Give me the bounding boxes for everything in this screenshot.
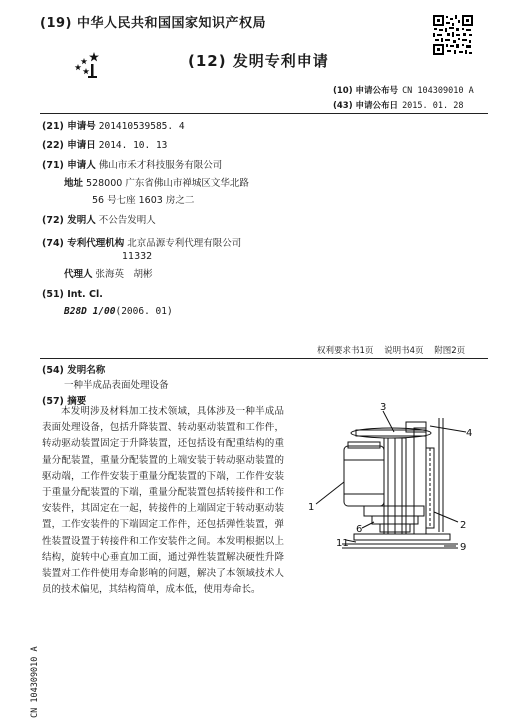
figure-label-1: 1 bbox=[308, 502, 315, 513]
office-name: (19) 中华人民共和国国家知识产权局 bbox=[40, 16, 266, 31]
publication-date bbox=[333, 99, 463, 111]
description-pages: 说明书4页 bbox=[384, 346, 424, 356]
address-line-1: 528000 广东省佛山市禅城区文华北路 bbox=[86, 178, 249, 189]
address-label: 地址 bbox=[64, 178, 84, 189]
agent-label: 代理人 bbox=[64, 269, 93, 280]
qr-code-icon bbox=[432, 14, 474, 56]
publication-date-label: (43) 申请公布日 bbox=[333, 101, 399, 111]
invention-title-label bbox=[42, 362, 105, 376]
inventor bbox=[42, 212, 156, 226]
cnipa-emblem-icon bbox=[72, 50, 104, 80]
int-cl-heading: (51) Int. Cl. bbox=[42, 289, 103, 300]
biblio-divider bbox=[40, 358, 488, 359]
header-divider bbox=[40, 113, 488, 114]
invention-title: 一种半成品表面处理设备 bbox=[64, 380, 169, 391]
figure-label-6: 6 bbox=[356, 524, 363, 535]
applicant-label: (71) 申请人 bbox=[42, 160, 96, 171]
figure-label-2: 2 bbox=[460, 520, 467, 531]
figure-label-11: 11 bbox=[336, 538, 349, 549]
application-date bbox=[42, 137, 167, 151]
page-count-summary bbox=[317, 344, 473, 356]
application-date-label: (22) 申请日 bbox=[42, 140, 96, 151]
figure-label-3: 3 bbox=[380, 402, 387, 413]
int-cl-label bbox=[42, 289, 103, 300]
patent-agency-code: 11332 bbox=[122, 251, 153, 262]
agent-value: 张海英 胡彬 bbox=[95, 269, 153, 280]
agent bbox=[64, 266, 153, 280]
abstract-text: 本发明涉及材料加工技术领域，具体涉及一种半成品表面处理设备，包括升降装置、转动驱动装置和工作件，转动驱动装置固定于升降装置，还包括设有配重结构的重量分配装置，重量分配装置的上端安装于转动驱动装置的驱动端，工作件安装于重量分配装置的下端，工作件安装于重量分配装置的下端，重量分配装置包括转接件和工作安装件，其固定在一起，转接件的上端固定于转动驱动装置，工作安装件的下端固定工作件，还包括弹性装置，弹性装置设置于转接件和工作安装件之间。本发明根据以上结构，旋转中心垂直加工面，通过弹性装置解决硬性升降装置对工作件使用寿命影响的问题，解决了本领域技术人员的技术偏见，其结构简单，成本低，使用寿命长。 bbox=[42, 406, 284, 596]
publication-number-label: (10) 申请公布号 bbox=[333, 86, 399, 96]
weight-distributor bbox=[364, 506, 424, 516]
applicant bbox=[42, 157, 222, 171]
int-cl-year: (2006. 01) bbox=[115, 306, 173, 317]
patent-agency-label: (74) 专利代理机构 bbox=[42, 238, 125, 249]
applicant-value: 佛山市禾才科技服务有限公司 bbox=[98, 160, 223, 171]
int-cl-entry bbox=[64, 306, 173, 317]
figures-pages: 附图2页 bbox=[434, 346, 466, 356]
application-number bbox=[42, 118, 185, 132]
abstract-figure bbox=[298, 398, 498, 558]
motor-body bbox=[344, 446, 384, 506]
application-number-value: 201410539585. 4 bbox=[98, 121, 185, 132]
side-publication-number: CN 104309010 A bbox=[30, 646, 40, 718]
motor-cap bbox=[348, 442, 380, 448]
document-type-title: (12) 发明专利申请 bbox=[188, 52, 329, 70]
publication-number bbox=[333, 84, 474, 96]
publication-number-value: CN 104309010 A bbox=[402, 86, 474, 96]
figure-label-4: 4 bbox=[466, 428, 473, 439]
figure-label-9: 9 bbox=[460, 542, 467, 553]
inventor-value: 不公告发明人 bbox=[98, 215, 156, 226]
address bbox=[64, 175, 249, 189]
patent-agency-value: 北京品源专利代理有限公司 bbox=[127, 238, 242, 249]
inventor-label: (72) 发明人 bbox=[42, 215, 96, 226]
int-cl-code: B28D 1/00 bbox=[64, 306, 116, 317]
top-plate bbox=[356, 430, 426, 436]
abstract-heading: (57) 摘要 bbox=[42, 396, 87, 407]
base-plate bbox=[354, 534, 450, 540]
patent-agency bbox=[42, 235, 241, 249]
claims-pages: 权利要求书1页 bbox=[317, 346, 374, 356]
application-date-value: 2014. 10. 13 bbox=[98, 140, 168, 151]
publication-date-value: 2015. 01. 28 bbox=[402, 101, 464, 111]
side-rail bbox=[414, 428, 426, 534]
address-line-2: 56 号七座 1603 房之二 bbox=[92, 195, 195, 206]
invention-title-heading: (54) 发明名称 bbox=[42, 365, 106, 376]
application-number-label: (21) 申请号 bbox=[42, 121, 96, 132]
